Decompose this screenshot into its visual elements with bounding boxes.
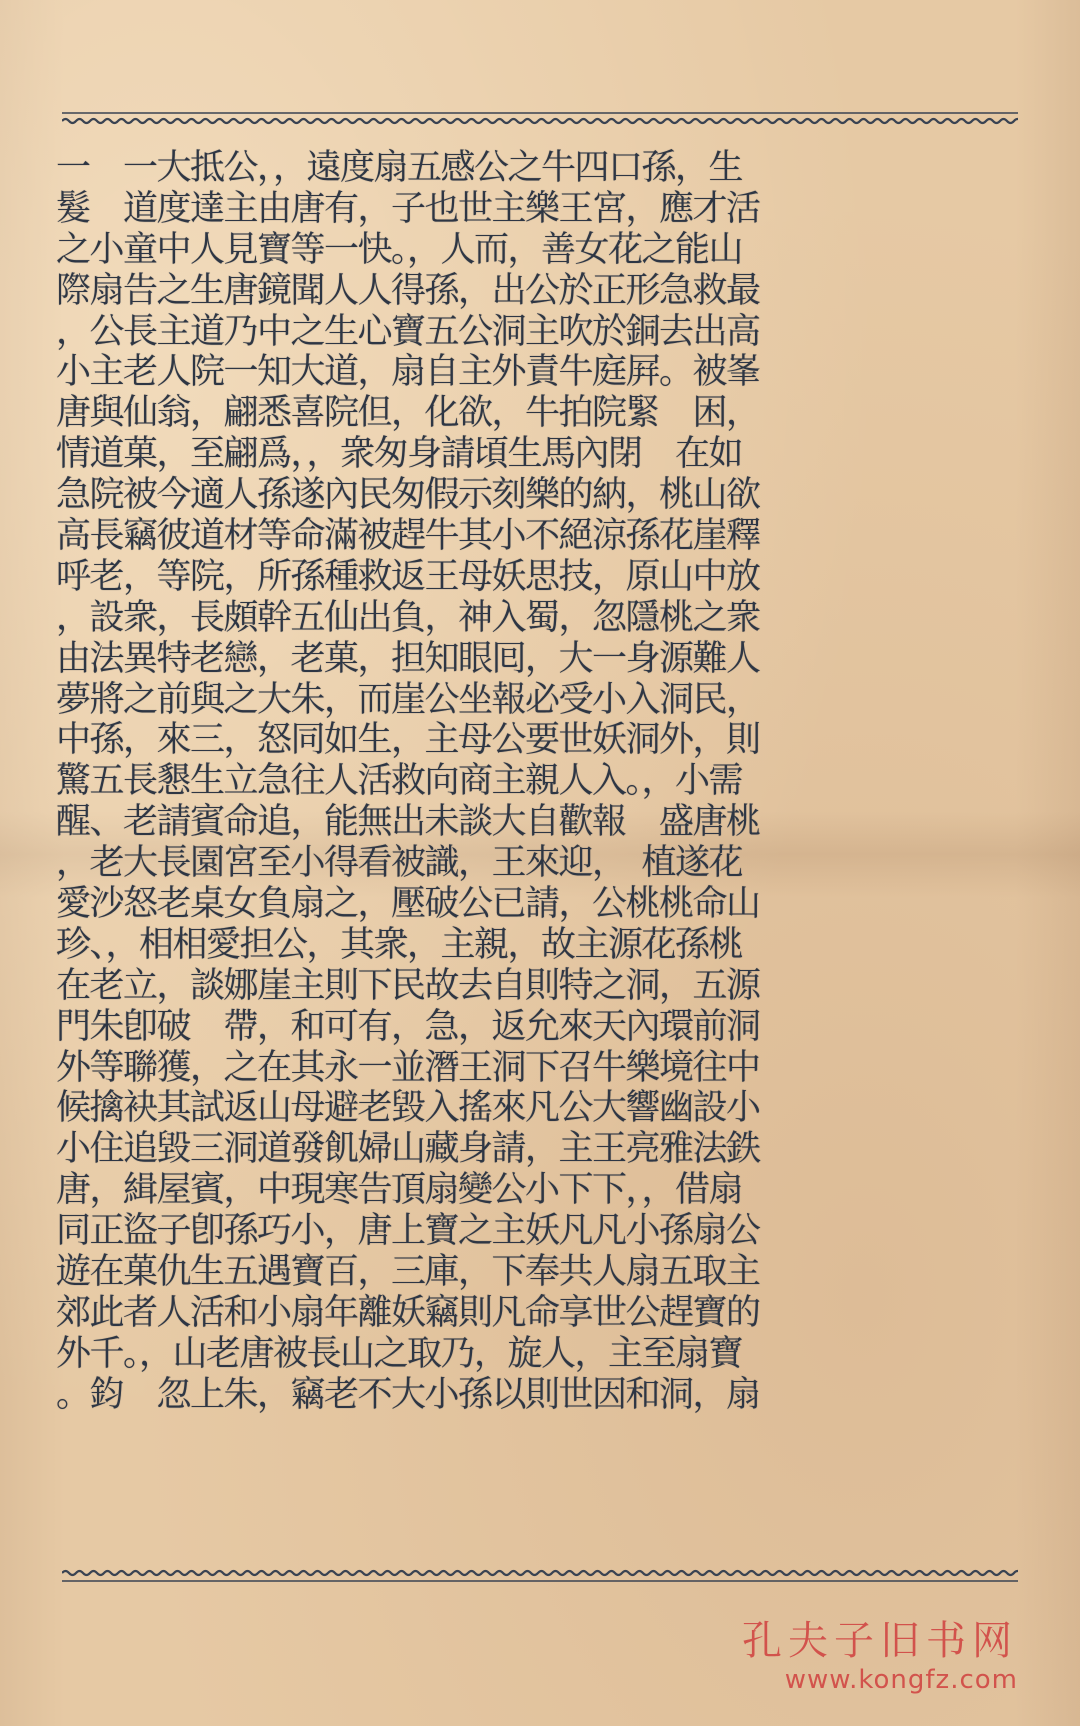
text-line: 候擒袂其試返山母避老毀入搖來凡公大響幽設小: [56, 1088, 760, 1129]
text-line: 小住追毀三洞道發飢婦山藏身請，主王亮雅法鉄: [56, 1129, 760, 1170]
printed-text-block: [56, 148, 1016, 1416]
text-line: 唐與仙翁，翩悉喜院但，化欲，牛拍院緊 困，: [56, 393, 760, 434]
text-line: ，公長主道乃中之生心寶五公洞主吹於銅去出高: [56, 311, 760, 352]
text-line: 髮 道度達主由唐有，子也世主樂王宮，應才活: [56, 188, 760, 229]
text-line: 由法異特老戀，老菓，担知眼囘，大一身源難人: [56, 638, 760, 679]
text-line: 急院被今適人孫遂內民匆假示刻樂的納，桃山欲: [56, 475, 760, 516]
text-line: 外千。，山老唐被長山之取乃，旋人，主至扇寶: [56, 1333, 743, 1374]
top-wavy-border: [62, 108, 1018, 128]
text-line: 珍、，相相愛担公，其衆，主親，故主源花孫桃: [56, 924, 743, 965]
text-line: 呼老，等院，所孫種救返王母妖思技，原山中放: [56, 556, 760, 597]
text-line: 門朱卽破 帶，和可有，急，返允來天內環前洞: [56, 1006, 760, 1047]
wavy-border-graphic: [62, 108, 1018, 128]
text-line: 驚五長懇生立急往人活救向商主親人入。，小需: [56, 761, 743, 802]
text-line: 醒、老請賓命追，能無出未談大自歡報 盛唐桃: [56, 802, 760, 843]
text-line: 同正盜子卽孫巧小，唐上寶之主妖凡凡小孫扇公: [56, 1211, 760, 1252]
text-line: 情道菓，至翩爲，，衆匆身請頃生馬內閉 在如: [56, 434, 743, 475]
text-line: 際扇告之生唐鏡聞人人得孫，出公於正形急救最: [56, 270, 760, 311]
text-line: 。鈞 忽上朱，竊老不大小孫以則世因和洞，扇: [56, 1374, 760, 1415]
text-line: 小主老人院一知大道，扇自主外責牛庭屛。被峯: [56, 352, 760, 393]
text-line: 郊此者人活和小扇年離妖竊則凡命享世公趕寶的: [56, 1292, 760, 1333]
watermark-url: www.kongfz.com: [784, 1665, 1018, 1695]
text-line: 夢將之前與之大朱，而崖公坐報必受小入洞民，: [56, 679, 760, 720]
text-line: 愛沙怒老桌女負扇之，壓破公已請，公桃桃命山: [56, 884, 760, 925]
text-line: 中孫，來三，怒同如生，主母公要世妖洞外，則: [56, 720, 760, 761]
watermark: [742, 1618, 1018, 1696]
text-line: 高長竊彼道材等命滿被趕牛其小不絕涼孫花崖釋: [56, 516, 760, 557]
text-line: ，設衆，長頗幹五仙出負，神入蜀，忽隱桃之衆: [56, 597, 760, 638]
text-line: ，老大長園宮至小得看被識，王來迎， 植遂花: [56, 843, 743, 884]
text-line: 唐，緝屋賓，中現寒告頂扇變公小下下，，借扇: [56, 1170, 743, 1211]
text-line: 一 一大抵公，，遠度扇五感公之牛四口孫，生: [56, 148, 743, 188]
bottom-wavy-border: [62, 1566, 1018, 1586]
text-line: 之小童中人見寶等一快。，人而，善女花之能山: [56, 229, 743, 270]
text-line: 外等聯獲，之在其永一並潛王洞下召牛樂境往中: [56, 1047, 760, 1088]
text-line: 遊在菓仇生五遇寶百，三庫，下奉共人扇五取主: [56, 1252, 760, 1293]
watermark-logo-text: 孔夫子旧书网: [742, 1618, 1018, 1664]
text-line: 在老立，談娜崖主則下民故去自則特之洞，五源: [56, 965, 760, 1006]
wavy-border-graphic: [62, 1566, 1018, 1586]
